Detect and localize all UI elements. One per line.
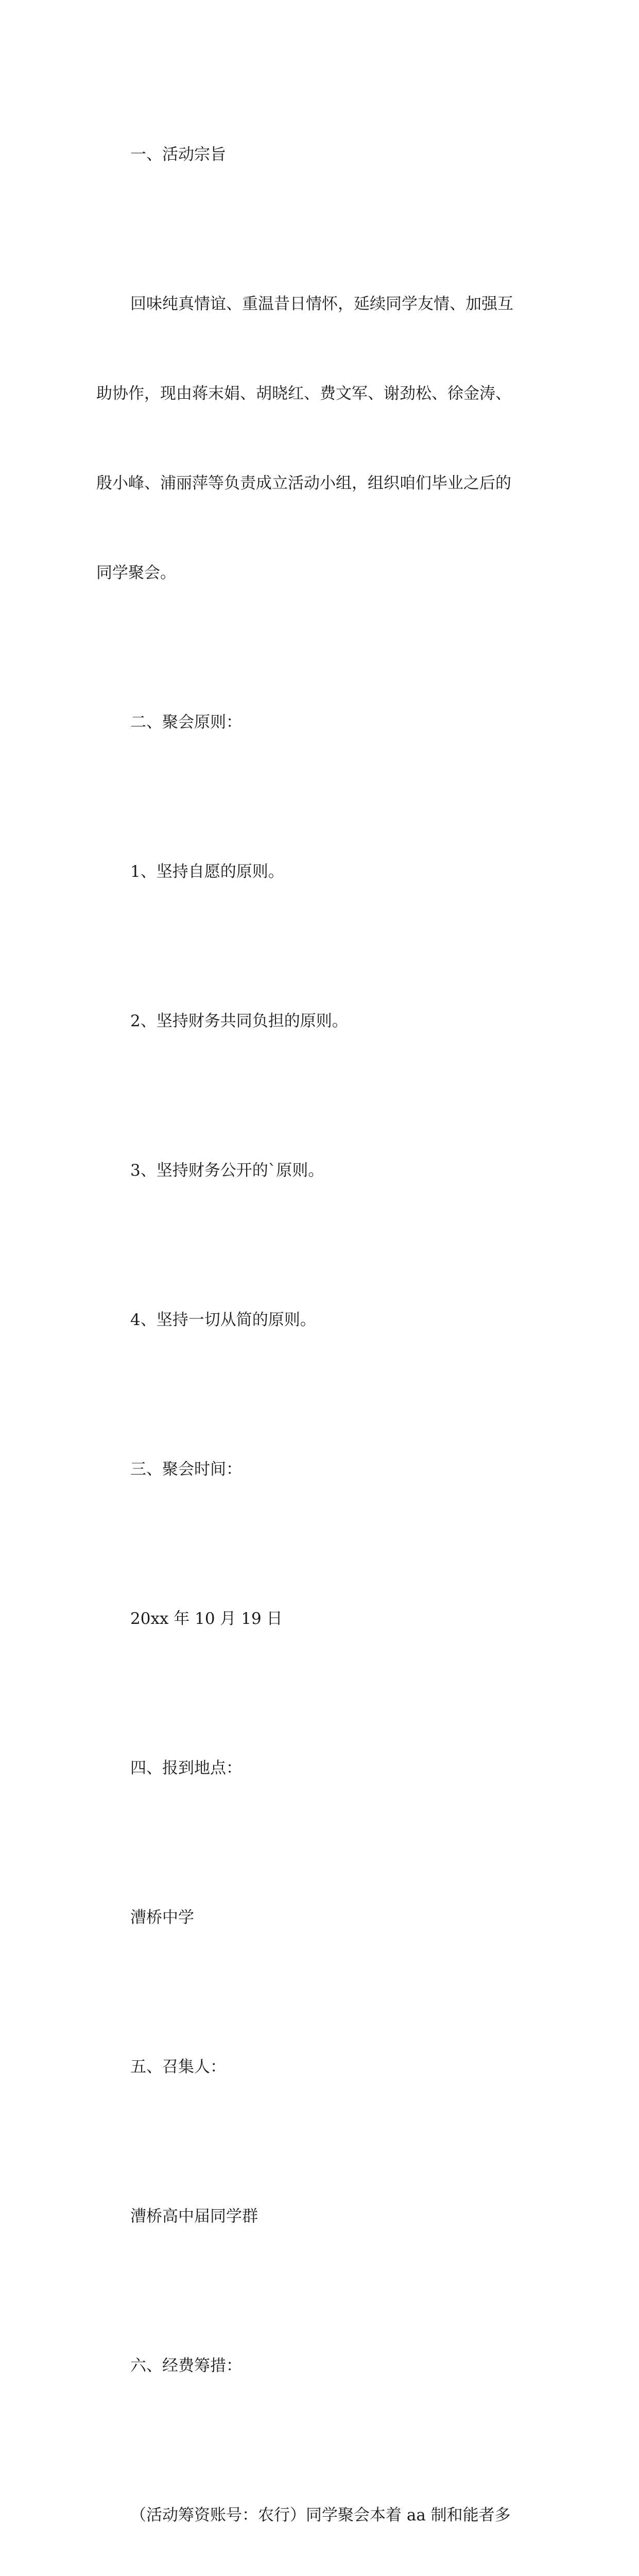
text-line: 1、坚持自愿的原则。 — [130, 862, 284, 881]
paragraph-funding — [96, 2441, 549, 2576]
text-line: 六、经费筹措： — [130, 2357, 242, 2375]
text-line: 漕桥中学 — [130, 1908, 194, 1927]
principle-item — [96, 1245, 549, 1395]
section-heading-funding — [96, 2291, 549, 2441]
text-line: 四、报到地点： — [130, 1759, 242, 1777]
principle-item — [96, 797, 549, 946]
text-line: 助协作，现由蒋末娟、胡晓红、费文军、谢劲松、徐金涛、 — [96, 384, 511, 403]
text-line: 4、坚持一切从简的原则。 — [130, 1311, 316, 1329]
section-heading-convener — [96, 1992, 549, 2142]
text-line: 三、聚会时间： — [130, 1460, 242, 1479]
section-heading-principles — [96, 648, 549, 797]
text-line: 一、活动宗旨 — [130, 145, 226, 164]
meeting-date — [96, 1544, 549, 1693]
text-line: （活动筹资账号：农行）同学聚会本着 aa 制和能者多 — [130, 2506, 511, 2524]
section-heading-location — [96, 1693, 549, 1843]
convener-name — [96, 2142, 549, 2291]
meeting-location — [96, 1843, 549, 1992]
paragraph-purpose — [96, 229, 549, 648]
text-line: 20xx 年 10 月 19 日 — [130, 1609, 283, 1628]
section-heading-purpose — [96, 80, 549, 229]
text-line: 同学聚会。 — [96, 564, 176, 582]
text-line: 2、坚持财务共同负担的原则。 — [130, 1012, 348, 1030]
text-line: 3、坚持财务公开的`原则。 — [130, 1161, 324, 1180]
text-line: 回味纯真情谊、重温昔日情怀，延续同学友情、加强互 — [130, 295, 513, 313]
text-line: 二、聚会原则： — [130, 713, 242, 732]
section-heading-time — [96, 1395, 549, 1544]
principle-item — [96, 946, 549, 1096]
principle-item — [96, 1096, 549, 1245]
text-line: 漕桥高中届同学群 — [130, 2207, 258, 2226]
text-line: 殷小峰、浦丽萍等负责成立活动小组，组织咱们毕业之后的 — [96, 474, 511, 493]
text-line: 五、召集人： — [130, 2058, 226, 2076]
document-body — [96, 80, 549, 2576]
